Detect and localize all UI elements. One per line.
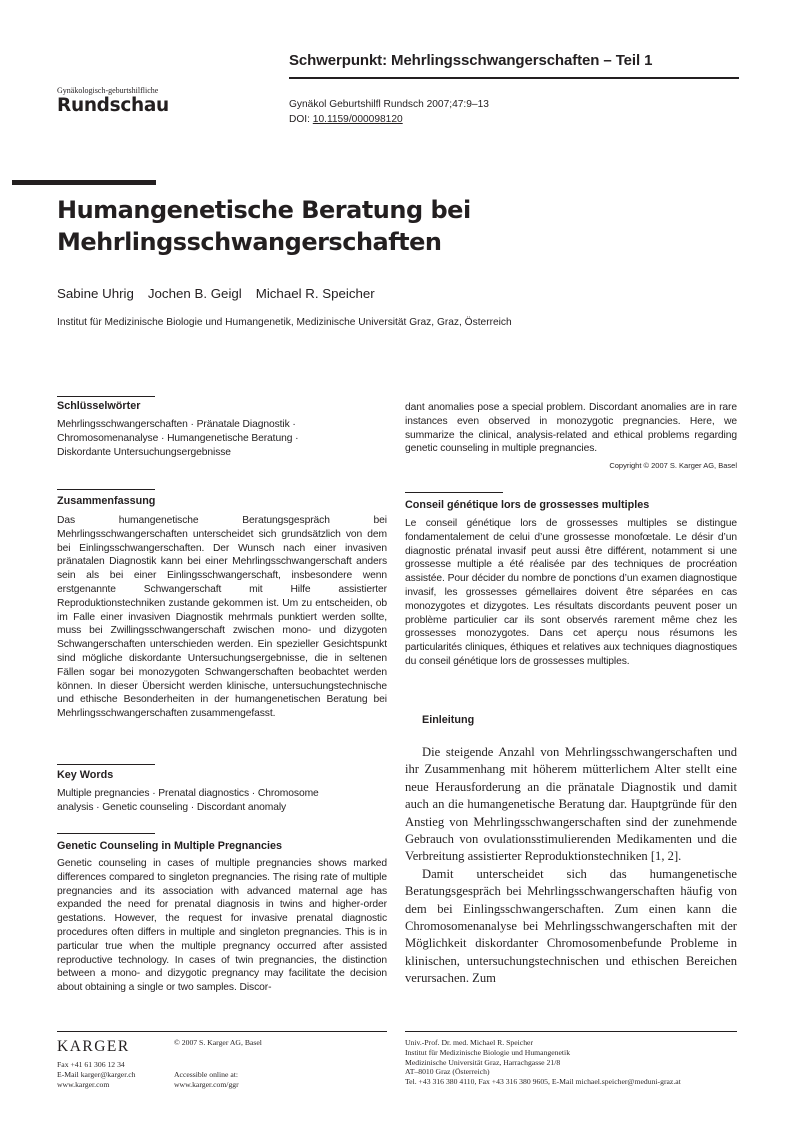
section-divider [57, 764, 155, 765]
footer-divider [405, 1031, 737, 1032]
keywords-de-heading: Schlüsselwörter [57, 400, 141, 412]
title-accent-bar [12, 180, 156, 185]
doi-label: DOI: [289, 114, 313, 125]
affiliation: Institut für Medizinische Biologie und Humangenetik, Medizinische Universität Graz, Graz, Österreich [57, 317, 512, 328]
address-line: AT–8010 Graz (Österreich) [405, 1067, 490, 1077]
abstract-copyright: Copyright © 2007 S. Karger AG, Basel [609, 461, 737, 470]
intro-paragraph: Die steigende Anzahl von Mehrlingsschwangerschaften und ihr Zusammenhang mit höherem mütterlichem Alter stellt eine neue Herausforderung an die pränatale Diagnostik und damit auch an die humangenetische Beratung dar. Hauptgründe für den Anstieg von Mehrlingsschwangerschaften sind der zunehmende Gebrauch von ovulationsstimulierenden Medikamenten und die Verbreitung assistierter Reproduktionstechniken [1, 2]. [405, 745, 737, 864]
doi-link[interactable]: 10.1159/000098120 [312, 114, 403, 125]
footer-copyright: © 2007 S. Karger AG, Basel [174, 1038, 262, 1047]
journal-name-small: Gynäkologisch-geburtshilfliche [57, 86, 159, 95]
contact-line: E-Mail karger@karger.ch [57, 1069, 136, 1079]
abstract-fr-heading: Conseil génétique lors de grossesses multiples [405, 499, 650, 511]
online-url[interactable]: www.karger.com/ggr [174, 1079, 239, 1089]
address-line: Univ.-Prof. Dr. med. Michael R. Speicher [405, 1038, 534, 1047]
series-title: Schwerpunkt: Mehrlingsschwangerschaften – Teil 1 [289, 52, 653, 69]
keywords-de-line: Mehrlingsschwangerschaften · Pränatale Diagnostik · [57, 419, 296, 430]
online-label: Accessible online at: [174, 1070, 239, 1079]
abstract-en-text: Genetic counseling in cases of multiple pregnancies shows marked differences compared to singleton pregnancies. The rising rate of multiple pregnancies and its association with advanced maternal age has expanded the need for prenatal diagnosis in twins and higher-order gestations. However, the request for invasive prenatal diagnostic procedures often differs in multiple and singleton pregnancies. This is in particular true when the multiple pregnancy occurred after assisted reproductive technology. In cases of twin pregnancies, the distinction between a mono- and dizygotic pregnancy may facilitate the decision about obtaining a single or two samples. Discor- [57, 858, 387, 994]
author: Sabine Uhrig [57, 286, 134, 301]
author-list [57, 286, 389, 301]
abstract-en-text-continued: dant anomalies pose a special problem. Discordant anomalies are in rare instances even observed in monozygotic pregnancies. Here, we summarize the clinical, analysis-related and ethical problems regarding genetic counseling in multiple pregnancies. [405, 402, 737, 455]
contact-line: Fax +41 61 306 12 34 [57, 1060, 125, 1069]
abstract-en-heading: Genetic Counseling in Multiple Pregnancies [57, 840, 282, 852]
online-access [174, 1070, 239, 1090]
abstract-fr-text: Le conseil génétique lors de grossesses multiples se distingue fondamentalement de celui d’une grossesse monofœtale. Le désir d’un diagnostic prénatal invasif peut aussi être différent, notamment si une grossesse multiple a été réalisée par des techniques de procréation assistée. Pour décider du nombre de ponctions d’un examen diagnostique invasif, les grossesses gémellaires doivent être séparées en cas monozygotes et dizygotes. Les résultats discordants peuvent poser un problème particulier car ils sont observés rarement même chez les grossesses monozygotes. Dans cet aperçu nous résumons les particularités cliniques, éthiques et relatives aux techniques diagnostiques du conseil génétique lors de grossesses multiples. [405, 518, 737, 667]
summary-de-heading: Zusammenfassung [57, 495, 156, 507]
doi-line [289, 112, 489, 127]
intro-text [405, 744, 737, 1030]
address-line: Institut für Medizinische Biologie und Humangenetik [405, 1047, 571, 1057]
keywords-en [57, 787, 387, 815]
contact-line: www.karger.com [57, 1079, 110, 1089]
publisher-contact [57, 1060, 136, 1089]
author: Jochen B. Geigl [147, 286, 242, 301]
address-line: Tel. +43 316 380 4110, Fax +43 316 380 9605, E-Mail michael.speicher@meduni-graz.at [405, 1077, 681, 1087]
intro-paragraph: Damit unterscheidet sich das humangenetische Beratungsgespräch bei Mehrlingsschwangerschaften häufig von dem bei Einlingsschwangerschaften. Zum einen kann die Chromosomenanalyse bei Mehrlingsschwangerschaften mit der Möglichkeit diskordanter Chromosomenbefunde Probleme in klinischen, untersuchungstechnischen und ethischen Bereichen verursachen. Zum [405, 866, 737, 986]
keywords-en-line: analysis · Genetic counseling · Discordant anomaly [57, 801, 287, 813]
intro-heading: Einleitung [422, 714, 475, 726]
author: Michael R. Speicher [255, 286, 375, 301]
section-divider [57, 396, 155, 397]
citation-line: Gynäkol Geburtshilfl Rundsch 2007;47:9–13 [289, 99, 489, 110]
keywords-en-line: Multiple pregnancies · Prenatal diagnostics · Chromosome [57, 788, 319, 799]
citation-block [289, 97, 489, 127]
title-line-1: Humangenetische Beratung bei [57, 196, 471, 224]
correspondence-address [405, 1038, 681, 1087]
keywords-de [57, 418, 387, 459]
journal-logo: Rundschau [57, 95, 169, 116]
keywords-en-heading: Key Words [57, 769, 114, 781]
footer-divider [57, 1031, 387, 1032]
article-title [57, 194, 747, 258]
title-line-2: Mehrlingsschwangerschaften [57, 228, 442, 256]
section-divider [57, 489, 155, 490]
section-divider [57, 833, 155, 834]
keywords-de-line: Chromosomenanalyse · Humangenetische Beratung · [57, 432, 299, 444]
summary-de-text: Das humangenetische Beratungsgespräch bei Mehrlingsschwangerschaften unterscheidet sich grundsätzlich von dem bei Einlingsschwangerschaften. Der Wunsch nach einer invasiven pränatalen Diagnostik kann bei einer Mehrlingsschwangerschaft anders sein als bei einer Einlingsschwangerschaft, insbesondere wenn erstgenannte Schwangerschaft mit Hilfe assistierter Reproduktionstechniken zustande gekommen ist. Um zu entscheiden, ob im Falle einer invasiven Diagnostik mehrmals punktiert werden sollte, muss bei Zwillingsschwangerschaft zwischen mono- und dizygoten Schwangerschaften unterschieden werden. Ein spezieller Gesichtspunkt sind mögliche diskordante Untersuchungsergebnisse, die in seltenen Fällen sogar bei monozygoten Schwangerschaften beobachtet werden können. In dieser Übersicht werden klinische, untersuchungstechnische und ethische Besonderheiten in der humangenetischen Beratung bei Mehrlingsschwangerschaften zusammengefasst. [57, 515, 387, 720]
publisher-logo: KARGER [57, 1038, 130, 1055]
section-divider [405, 492, 503, 493]
keywords-de-line: Diskordante Untersuchungsergebnisse [57, 446, 231, 458]
address-line: Medizinische Universität Graz, Harrachgasse 21/8 [405, 1057, 561, 1067]
series-divider [289, 77, 739, 79]
